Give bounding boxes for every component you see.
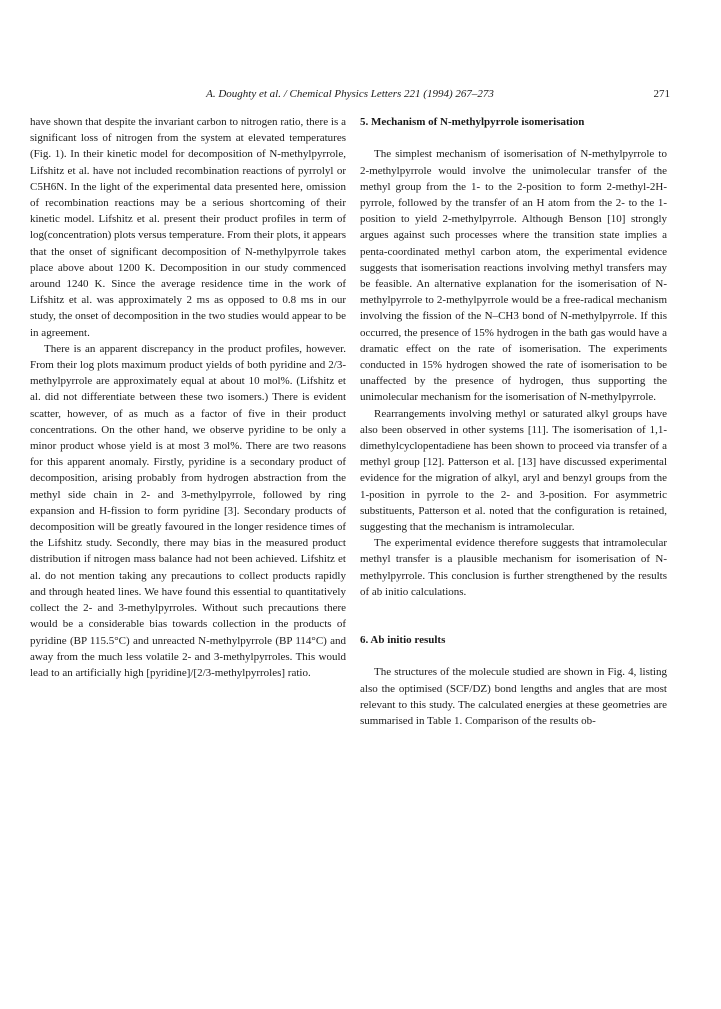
- spacer: [360, 130, 667, 146]
- right-paragraph-3: The experimental evidence therefore suggests that intramolecular methyl transfer is a plausible mechanism for isomerisation of N-methylpyrrole. This conclusion is further strengthened by the results of ab initio calculations.: [360, 537, 667, 598]
- running-head: A. Doughty et al. / Chemical Physics Letters 221 (1994) 267–273: [206, 88, 494, 100]
- left-column: [30, 114, 346, 681]
- left-paragraph-2: There is an apparent discrepancy in the product profiles, however. From their log plots maximum product yields of both pyridine and 2/3-methylpyrrole are approximately equal at about 10 mol%. (Lifshitz et al. did not differentiate between these two isomers.) There is evident scatter, however, of as much as a factor of five in their product concentrations. On the other hand, we observe pyridine to be only a minor product whose yield is at most 3 mol%. There are two reasons for this apparent anomaly. Firstly, pyridine is a secondary product of decomposition, arising probably from hydrogen abstraction from the methyl side chain in 2- and 3-methylpyrrole, followed by ring expansion and H-fission to form pyridine [3]. Secondary products of decomposition will be greatly favoured in the longer residence times of the Lifshitz study. Secondly, there may bias in the measured product distribution if nitrogen mass balance had not been achieved. Lifshitz et al. do not mention taking any precautions to collect products rapidly and through heated lines. We have found this essential to quantitatively collect the 2- and 3-methylpyrroles. Without such precautions there would be a considerable bias towards collection in the products of pyridine (BP 115.5°C) and unreacted N-methylpyrrole (BP 114°C) and away from the much less volatile 2- and 3-methylpyrroles. This would lead to an artificially high [pyridine]/[2/3-methylpyrroles] ratio.: [30, 342, 346, 679]
- page-header: [30, 86, 670, 102]
- right-column: [360, 114, 667, 729]
- section-6-heading: 6. Ab initio results: [360, 634, 446, 647]
- section-5-heading: 5. Mechanism of N-methylpyrrole isomerisation: [360, 116, 585, 128]
- right-paragraph-1: The simplest mechanism of isomerisation of N-methylpyrrole to 2-methylpyrrole would involve the unimolecular transfer of the methyl group from the 1- to the 2-position to form 2-methyl-2H-pyrrole, followed by the transfer of an H atom from the 2- to the 1-position to yield 2-methylpyrrole. Although Benson [10] strongly argues against such processes where the transition state implies a penta-coordinated methyl carbon atom, the experimental evidence suggests that isomerisation reactions involving methyl transfers may be feasible. An alternative explanation for the isomerisation of N-methylpyrrole to 2-methylpyrrole would be a free-radical mechanism involving the fission of the N–CH3 bond of N-methylpyrrole. If this occurred, the presence of 15% hydrogen in the bath gas would have a dramatic effect on the rate of isomerisation. The experiments conducted in 15% hydrogen showed the rate of isomerisation to be unaffected by the presence of hydrogen, thus supporting the unimolecular mechanism for the isomerisation of N-methylpyrrole.: [360, 148, 667, 404]
- spacer: [360, 600, 667, 632]
- spacer: [360, 648, 667, 664]
- page-number: 271: [653, 88, 670, 100]
- right-paragraph-4: The structures of the molecule studied are shown in Fig. 4, listing also the optimised (SCF/DZ) bond lengths and angles that are most relevant to this study. The calculated energies at these geometries are summarised in Table 1. Comparison of the results ob-: [360, 666, 667, 728]
- left-paragraph-1: have shown that despite the invariant carbon to nitrogen ratio, there is a significant loss of nitrogen from the system at elevated temperatures (Fig. 1). In their kinetic model for decomposition of N-methylpyrrole, Lifshitz et al. have not included recombination reactions of pyrrolyl or C5H6N. In the light of the experimental data presented here, omission of recombination reactions may be a serious shortcoming of their kinetic model. Lifshitz et al. present their product profiles in term of log(concentration) plots versus temperature. From their plots, it appears that the onset of significant decomposition of N-methylpyrrole takes place above about 1200 K. Decomposition in our study commenced around 1240 K. Since the average residence time in the work of Lifshitz et al. was approximately 2 ms as opposed to 0.8 ms in our study, the onset of decomposition in the two studies would appear to be in agreement.: [30, 116, 346, 339]
- right-paragraph-2: Rearrangements involving methyl or saturated alkyl groups have also been observed in other systems [11]. The isomerisation of 1,1-dimethylcyclopentadiene has been shown to proceed via transfer of a methyl group [12]. Patterson et al. [13] have discussed experimental evidence for the migration of alkyl, aryl and benzyl groups from the 1-position in pyrrole to the 2- and 3-position. For asymmetric substituents, Patterson et al. noted that the configuration is retained, suggesting that the mechanism is intramolecular.: [360, 407, 667, 534]
